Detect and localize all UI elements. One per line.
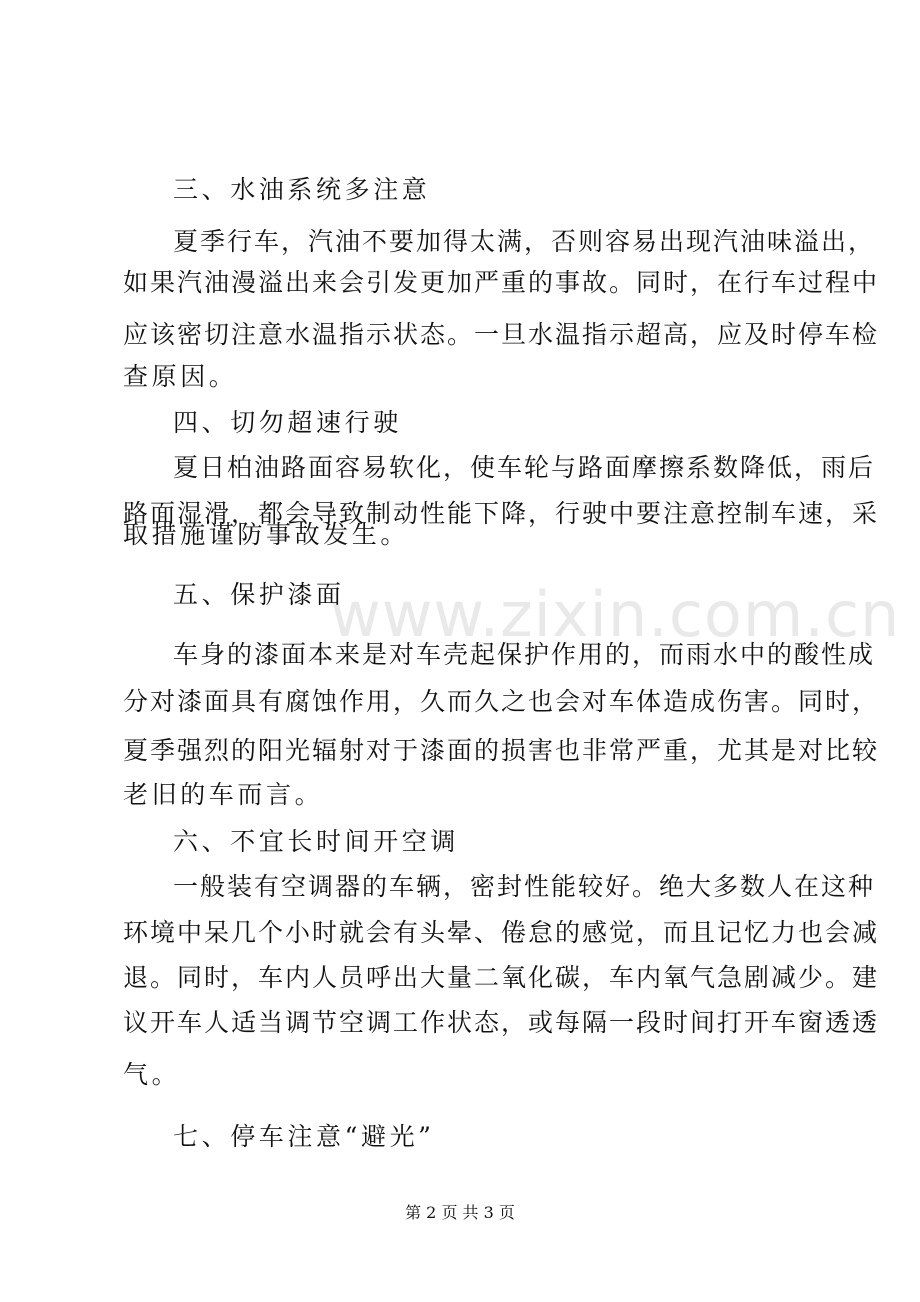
paragraph-line: 夏季行车，汽油不要加得太满，否则容易出现汽油味溢出，	[173, 227, 876, 256]
paragraph-line: 气。	[123, 1060, 181, 1089]
paragraph-line: 路面湿滑，都会导致制动性能下降，行驶中要注意控制车速，采	[123, 499, 880, 528]
paragraph-line: 退。同时，车内人员呼出大量二氧化碳，车内氧气急剧减少。建	[123, 963, 880, 992]
section-heading-4: 四、切勿超速行驶	[173, 408, 402, 437]
paragraph-line: 老旧的车而言。	[123, 780, 324, 809]
paragraph-line: 查原因。	[123, 362, 238, 391]
paragraph-line: 车身的漆面本来是对车壳起保护作用的，而雨水中的酸性成	[173, 640, 876, 669]
paragraph-line: 如果汽油漫溢出来会引发更加严重的事故。同时，在行车过程中	[123, 268, 880, 297]
paragraph-line: 分对漆面具有腐蚀作用，久而久之也会对车体造成伤害。同时，	[123, 687, 880, 716]
watermark: www.zixin.com.cn	[330, 578, 901, 651]
paragraph-line: 夏日柏油路面容易软化，使车轮与路面摩擦系数降低，雨后	[173, 453, 876, 482]
section-heading-5: 五、保护漆面	[173, 580, 345, 609]
section-heading-3: 三、水油系统多注意	[173, 175, 431, 204]
paragraph-line: 取措施谨防事故发生。	[123, 520, 410, 549]
paragraph-line: 应该密切注意水温指示状态。一旦水温指示超高，应及时停车检	[123, 320, 880, 349]
paragraph-line: 夏季强烈的阳光辐射对于漆面的损害也非常严重，尤其是对比较	[123, 736, 880, 765]
page-footer: 第 2 页 共 3 页	[405, 1203, 515, 1222]
section-heading-7: 七、停车注意“避光”	[173, 1122, 435, 1151]
section-heading-6: 六、不宜长时间开空调	[173, 827, 460, 856]
paragraph-line: 环境中呆几个小时就会有头晕、倦怠的感觉，而且记忆力也会减	[123, 918, 880, 947]
paragraph-line: 一般装有空调器的车辆，密封性能较好。绝大多数人在这种	[173, 872, 876, 901]
paragraph-line: 议开车人适当调节空调工作状态，或每隔一段时间打开车窗透透	[123, 1008, 880, 1037]
